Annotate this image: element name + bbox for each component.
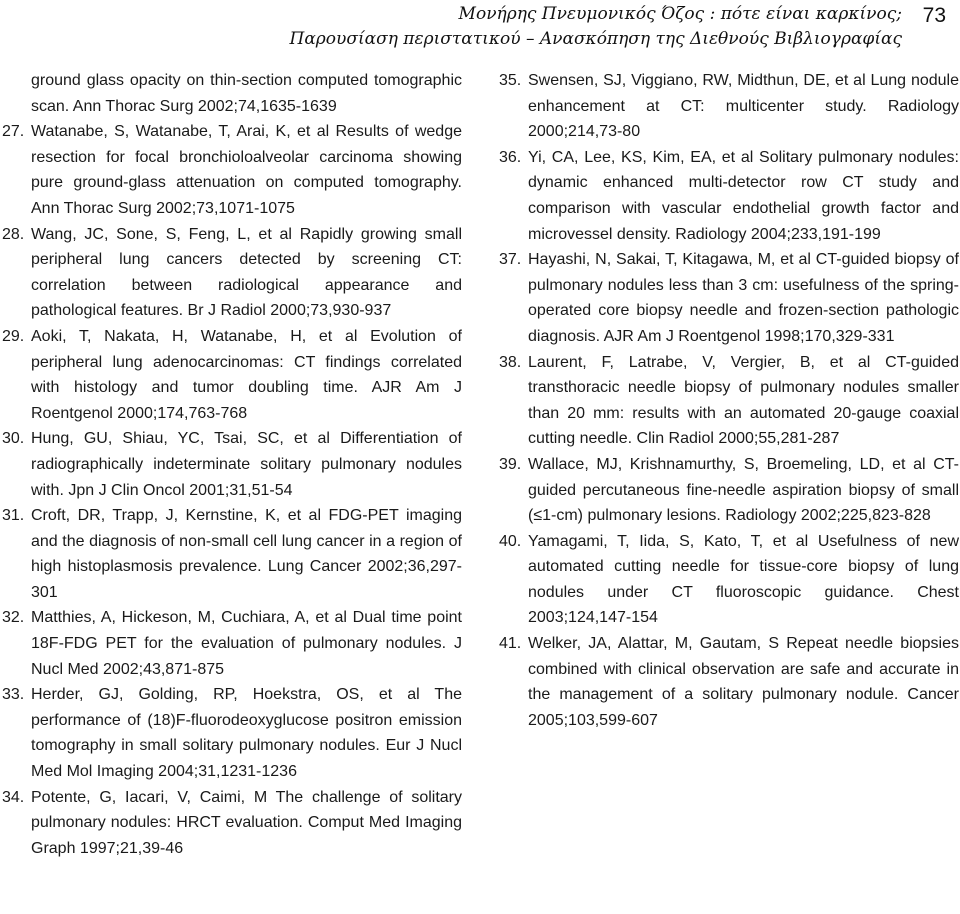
reference-text: Laurent, F, Latrabe, V, Vergier, B, et al CT-guided transthoracic needle biopsy of pulmonary nodules smaller than 20 mm: results with an automated 20-gauge coaxial cutting needle. Clin Radiol 2000;55,281-287 (528, 353, 959, 448)
reference-39 (499, 452, 959, 529)
reference-text: Yi, CA, Lee, KS, Kim, EA, et al Solitary pulmonary nodules: dynamic enhanced multi-detector row CT study and comparison with vascular endothelial growth factor and microvessel density. Radiology 2004;233,191-199 (528, 148, 959, 243)
reference-27 (2, 119, 462, 221)
reference-text: ground glass opacity on thin-section computed tomographic scan. Ann Thorac Surg 2002;74,1635-1639 (31, 72, 462, 115)
reference-41 (499, 631, 959, 733)
reference-37 (499, 247, 959, 349)
header-title (290, 2, 903, 52)
reference-text: Wang, JC, Sone, S, Feng, L, et al Rapidly growing small peripheral lung cancers detected by screening CT: correlation between radiological appearance and pathological features. Br J Radiol 2000;73,930-937 (31, 225, 462, 320)
reference-number: 27. (2, 123, 25, 141)
reference-35 (499, 68, 959, 145)
reference-text: Yamagami, T, Iida, S, Kato, T, et al Usefulness of new automated cutting needle for tissue-core biopsy of lung nodules under CT fluoroscopic guidance. Chest 2003;124,147-154 (528, 532, 959, 627)
reference-list-right (499, 68, 959, 733)
reference-40 (499, 529, 959, 631)
reference-number: 36. (499, 148, 522, 166)
header-title-line-1: Μονήρης Πνευμονικός Όζος : πότε είναι καρκίνος; (458, 4, 902, 24)
reference-text: Wallace, MJ, Krishnamurthy, S, Broemeling, LD, et al CT-guided percutaneous fine-needle aspiration biopsy of small (≤1-cm) pulmonary lesions. Radiology 2002;225,823-828 (528, 455, 959, 525)
reference-list-left (2, 68, 462, 861)
reference-number: 33. (2, 686, 25, 704)
reference-number: 40. (499, 532, 522, 550)
right-column (499, 68, 959, 733)
left-column (2, 68, 462, 861)
reference-text: Swensen, SJ, Viggiano, RW, Midthun, DE, et al Lung nodule enhancement at CT: multicenter study. Radiology 2000;214,73-80 (528, 72, 959, 141)
reference-text: Hung, GU, Shiau, YC, Tsai, SC, et al Differentiation of radiographically indeterminate solitary pulmonary nodules with. Jpn J Clin Oncol 2001;31,51-54 (31, 430, 462, 499)
reference-continuation (2, 68, 462, 119)
reference-38 (499, 350, 959, 452)
reference-number: 34. (2, 788, 25, 806)
reference-34 (2, 785, 462, 862)
reference-text: Aoki, T, Nakata, H, Watanabe, H, et al Evolution of peripheral lung adenocarcinomas: CT findings correlated with histology and tumor doubling time. AJR Am J Roentgenol 2000;174,763-768 (31, 327, 462, 422)
reference-30 (2, 426, 462, 503)
reference-number: 39. (499, 455, 522, 473)
reference-text: Watanabe, S, Watanabe, T, Arai, K, et al Results of wedge resection for focal bronchioloalveolar carcinoma showing pure ground-glass attenuation on computed tomography. Ann Thorac Surg 2002;73,1071-1075 (31, 123, 462, 217)
reference-33 (2, 682, 462, 784)
reference-number: 31. (2, 507, 25, 525)
reference-number: 28. (2, 225, 25, 243)
reference-text: Herder, GJ, Golding, RP, Hoekstra, OS, et al The performance of (18)F-fluorodeoxyglucose positron emission tomography in small solitary pulmonary nodules. Eur J Nucl Med Mol Imaging 2004;31,1231-1236 (31, 686, 462, 781)
running-header (0, 0, 960, 60)
reference-36 (499, 145, 959, 247)
reference-text: Croft, DR, Trapp, J, Kernstine, K, et al FDG-PET imaging and the diagnosis of non-small cell lung cancer in a region of high histoplasmosis prevalence. Lung Cancer 2002;36,297-301 (31, 507, 462, 601)
reference-number: 32. (2, 609, 25, 627)
reference-31 (2, 503, 462, 605)
reference-28 (2, 222, 462, 324)
reference-text: Welker, JA, Alattar, M, Gautam, S Repeat needle biopsies combined with clinical observation are safe and accurate in the management of a solitary pulmonary nodule. Cancer 2005;103,599-607 (528, 635, 959, 729)
header-title-line-2: Παρουσίαση περιστατικού – Ανασκόπηση της Διεθνούς Βιβλιογραφίας (289, 29, 902, 49)
reference-text: Hayashi, N, Sakai, T, Kitagawa, M, et al CT-guided biopsy of pulmonary nodules less than 3 cm: usefulness of the spring-operated core biopsy needle and frozen-section pathologic diagnosis. AJR Am J Roentgenol 1998;170,329-331 (528, 251, 959, 345)
reference-number: 30. (2, 430, 25, 448)
reference-number: 41. (499, 635, 522, 653)
page-number: 73 (922, 4, 946, 27)
reference-29 (2, 324, 462, 426)
reference-32 (2, 605, 462, 682)
reference-number: 37. (499, 251, 522, 269)
reference-number: 29. (2, 327, 25, 345)
reference-text: Matthies, A, Hickeson, M, Cuchiara, A, et al Dual time point 18F-FDG PET for the evaluation of pulmonary nodules. J Nucl Med 2002;43,871-875 (31, 609, 462, 678)
reference-text: Potente, G, Iacari, V, Caimi, M The challenge of solitary pulmonary nodules: HRCT evaluation. Comput Med Imaging Graph 1997;21,39-46 (31, 788, 462, 857)
reference-number: 35. (499, 72, 522, 89)
reference-number: 38. (499, 353, 522, 371)
